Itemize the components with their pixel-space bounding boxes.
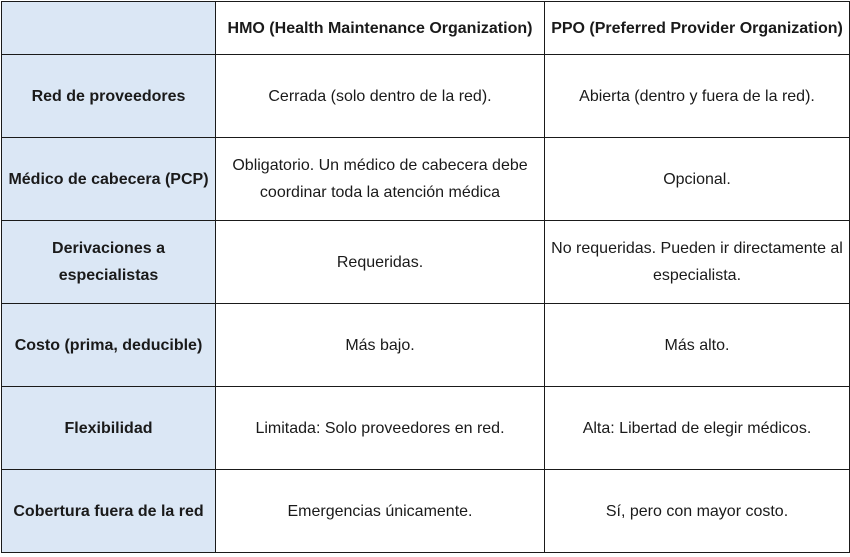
ppo-cell: Alta: Libertad de elegir médicos. [545,387,850,470]
hmo-cell: Más bajo. [216,304,545,387]
ppo-cell: No requeridas. Pueden ir directamente al especialista. [545,221,850,304]
row-label: Red de proveedores [2,55,216,138]
header-corner-cell [2,2,216,55]
ppo-cell: Sí, pero con mayor costo. [545,470,850,553]
table-row [2,138,850,221]
table-row [2,470,850,553]
row-label: Costo (prima, deducible) [2,304,216,387]
hmo-cell: Requeridas. [216,221,545,304]
table-row [2,221,850,304]
hmo-cell: Emergencias únicamente. [216,470,545,553]
comparison-table [1,1,850,553]
header-row [2,2,850,55]
table-row [2,55,850,138]
header-ppo: PPO (Preferred Provider Organization) [545,2,850,55]
ppo-cell: Opcional. [545,138,850,221]
hmo-cell: Limitada: Solo proveedores en red. [216,387,545,470]
row-label: Flexibilidad [2,387,216,470]
hmo-cell: Obligatorio. Un médico de cabecera debe coordinar toda la atención médica [216,138,545,221]
row-label: Derivaciones a especialistas [2,221,216,304]
header-hmo: HMO (Health Maintenance Organization) [216,2,545,55]
ppo-cell: Más alto. [545,304,850,387]
table-row [2,387,850,470]
table-row [2,304,850,387]
ppo-cell: Abierta (dentro y fuera de la red). [545,55,850,138]
row-label: Cobertura fuera de la red [2,470,216,553]
hmo-cell: Cerrada (solo dentro de la red). [216,55,545,138]
row-label: Médico de cabecera (PCP) [2,138,216,221]
